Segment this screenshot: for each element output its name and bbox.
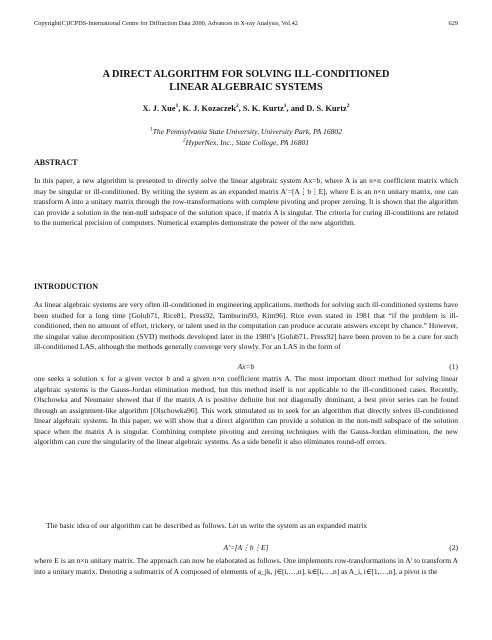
author-2: K. J. Kozaczek xyxy=(182,104,236,113)
equation-2-number: (2) xyxy=(449,543,458,552)
author-3-affil: 1 xyxy=(283,103,287,110)
paper-title xyxy=(60,68,432,94)
copyright-line: Copyright(C)JCPDS-International Centre for Diffraction Data 2000, Advances in X-ray Analysis, Vol.42 xyxy=(34,20,298,27)
affiliation-1: $^1$The Pennsylvania State University, University Park, PA 16802 xyxy=(149,126,343,136)
abstract-heading: ABSTRACT xyxy=(34,158,78,167)
equation-2-body: A′=[A⋮b⋮E] xyxy=(223,543,269,552)
equation-1 xyxy=(34,362,458,373)
author-4: and D. S. Kurtz xyxy=(290,104,347,113)
abstract-text: In this paper, a new algorithm is presented to directly solve the linear algebraic system Ax=b, where A is an n×n coefficient matrix which may be singular or ill-conditioned. By writing the system as an expanded matrix A′=[A⋮b⋮E], where E is an n×n unitary matrix, one can transform A into a unitary matrix through the row-transformations with complete pivoting and proper zeroing. It is shown that the algorithm can provide a solution in the non-null subspace of the solution space, if matrix A is singular. The criteria for curing ill-conditions are related to the numerical precision of computers. Numerical examples demonstrate the power of the new algorithm. xyxy=(34,176,458,227)
intro-paragraph-3: The basic idea of our algorithm can be described as follows. Let us write the system as an expanded matrix xyxy=(46,521,368,530)
author-1-affil: 1 xyxy=(175,103,179,110)
introduction-heading: INTRODUCTION xyxy=(34,282,99,291)
intro-paragraph-1: As linear algebraic systems are very often ill-conditioned in engineering applications, methods for solving such ill-conditioned systems have been studied for a long time [Golub71, Rice81, Press92, Tamburini93, Kim96]. Rice even stated in 1981 that “if the problem is ill-conditioned, then no amount of effort, trickery, or talent used in the computation can produce accurate answers except by chance.” However, the singular value decomposition (SVD) methods developed later in the 1980’s [Golub71, Press92] have been proven to be a cure for such ill-conditioned LAS, although the methods generally converge very slowly. For an LAS in the form of xyxy=(34,300,458,351)
author-list: X. J. Xue$^1$, K. J. Kozaczek$^2$, S. K. Kurtz$^1$, and D. S. Kurtz$^2$ xyxy=(142,103,350,113)
author-2-affil: 2 xyxy=(235,103,239,110)
author-3: S. K. Kurtz xyxy=(242,104,284,113)
affiliations xyxy=(40,127,452,148)
affiliation-2: $^2$HyperNex, Inc., State College, PA 16801 xyxy=(182,137,310,147)
equation-1-body: Ax=b xyxy=(237,362,255,371)
intro-paragraph-2: one seeks a solution x for a given vector b and a given n×n coefficient matrix A. The most important direct method for solving linear algebraic systems is the Gauss-Jordan elimination method, but this method itself is not applicable to the ill-conditioned cases. Recently, Olschowka and Neumaier showed that if the matrix A is positive definite but not diagonally dominant, a best pivot series can be found through an assignment-like algorithm [Olschowka96]. This work stimulated us to seek for an algorithm that directly solves ill-conditioned linear algebraic systems. In this paper, we will show that a direct algorithm can provide a solution in the non-null subspace of the solution space when the matrix A is singular. Combining complete pivoting and zeroing techniques with the Gauss-Jordan elimination, the new algorithm can cure the singularity of the linear algebraic systems. As a side benefit it also eliminates round-off errors. xyxy=(34,374,458,446)
equation-2 xyxy=(34,543,458,554)
title-line-1: A DIRECT ALGORITHM FOR SOLVING ILL-CONDITIONED xyxy=(102,69,390,80)
page-number: 629 xyxy=(448,20,458,27)
author-4-affil: 2 xyxy=(346,103,350,110)
author-1: X. J. Xue xyxy=(142,104,176,113)
intro-paragraph-4: where E is an n×n unitary matrix. The approach can now be elaborated as follows. One implements row-transformations in A′ to transform A into a unitary matrix. Denoting a submatrix of A composed of elements of a_jk, j∈[i,…,n], k∈[i,…,n] as A_i, i∈[1,…,n], a pivot is the xyxy=(34,556,458,576)
title-line-2: LINEAR ALGEBRAIC SYSTEMS xyxy=(169,82,323,93)
running-header xyxy=(34,20,458,27)
equation-1-number: (1) xyxy=(449,362,458,371)
